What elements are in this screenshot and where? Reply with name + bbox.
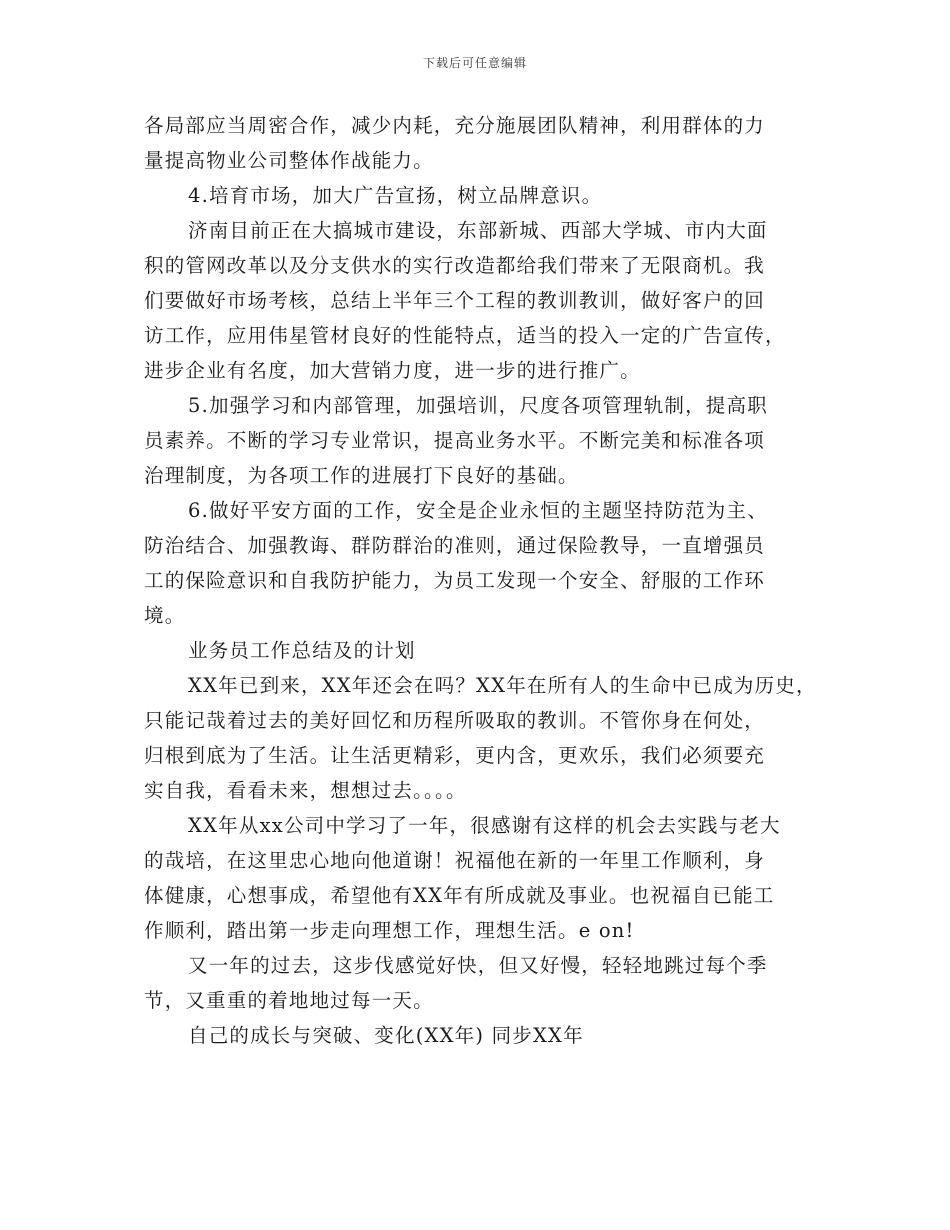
text-line: 治理制度，为各项工作的进展打下良好的基础。 bbox=[144, 464, 579, 487]
text-line: 归根到底为了生活。让生活更精彩，更内含，更欢乐，我们必须要充 bbox=[144, 744, 766, 767]
text-line: XX年已到来，XX年还会在吗？XX年在所有人的生命中已成为历史， bbox=[188, 674, 817, 697]
text-line: 4.培育市场，加大广告宣扬，树立品牌意识。 bbox=[188, 184, 603, 207]
text-line: 体健康，心想事成，希望他有XX年有所成就及事业。也祝福自已能工 bbox=[144, 884, 775, 907]
text-line: 们要做好市场考核，总结上半年三个工程的教训教训，做好客户的回 bbox=[144, 289, 766, 312]
text-line: XX年从xx公司中学习了一年，很感谢有这样的机会去实践与老大 bbox=[188, 814, 781, 837]
text-line: 业务员工作总结及的计划 bbox=[188, 639, 416, 662]
text-line: 的哉培，在这里忠心地向他道谢！祝福他在新的一年里工作顺利，身 bbox=[144, 849, 766, 872]
text-line: 积的管网改革以及分支供水的实行改造都给我们带来了无限商机。我 bbox=[144, 254, 766, 277]
text-line: 济南目前正在大搞城市建设，东部新城、西部大学城、市内大面 bbox=[188, 219, 768, 242]
text-line: 节，又重重的着地地过每一天。 bbox=[144, 989, 434, 1012]
text-line: 又一年的过去，这步伐感觉好快，但又好慢，轻轻地跳过每个季 bbox=[188, 954, 768, 977]
text-line: 量提高物业公司整体作战能力。 bbox=[144, 149, 434, 172]
text-line: 员素养。不断的学习专业常识，提高业务水平。不断完美和标准各项 bbox=[144, 429, 766, 452]
text-line: 进步企业有名度，加大营销力度，进一步的进行推广。 bbox=[144, 359, 641, 382]
text-line: 境。 bbox=[144, 604, 186, 627]
page-header: 下载后可任意编辑 bbox=[422, 56, 527, 70]
text-line: 只能记哉着过去的美好回忆和历程所吸取的教训。不管你身在何处， bbox=[144, 709, 766, 732]
text-line: 5.加强学习和内部管理，加强培训，尺度各项管理轨制，提高职 bbox=[188, 394, 768, 417]
text-line: 6.做好平安方面的工作，安全是企业永恒的主题坚持防范为主、 bbox=[188, 499, 768, 522]
document-body bbox=[144, 108, 816, 1053]
text-line: 访工作，应用伟星管材良好的性能特点，适当的投入一定的广告宣传， bbox=[144, 324, 786, 347]
text-line: 各局部应当周密合作，减少内耗，充分施展团队精神，利用群体的力 bbox=[144, 114, 766, 137]
text-line: 实自我，看看未来，想想过去。。。。 bbox=[144, 779, 467, 802]
text-line: 工的保险意识和自我防护能力，为员工发现一个安全、舒服的工作环 bbox=[144, 569, 766, 592]
text-line: 防治结合、加强教诲、群防群治的准则，通过保险教导，一直增强员 bbox=[144, 534, 766, 557]
text-line: 自己的成长与突破、变化(XX年) 同步XX年 bbox=[188, 1024, 584, 1047]
text-line: 作顺利，踏出第一步走向理想工作，理想生活。e on! bbox=[144, 919, 635, 942]
